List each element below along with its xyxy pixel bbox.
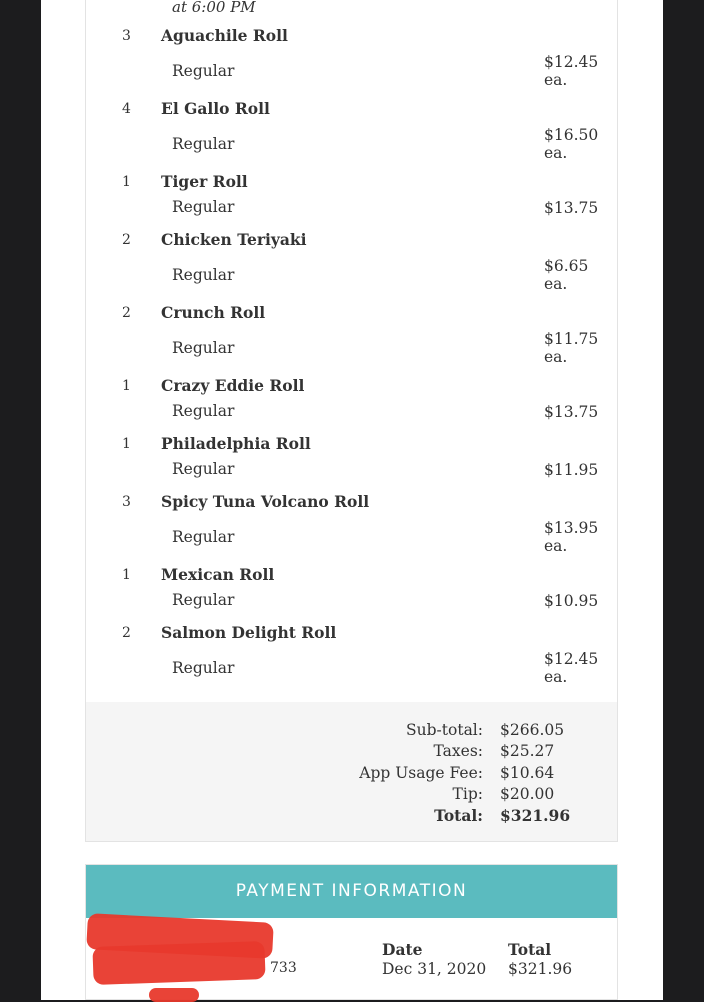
item-price-value: $10.95 (544, 592, 599, 610)
item-price (544, 592, 598, 610)
item-price (544, 461, 598, 479)
payment-total-label: Total (508, 940, 552, 959)
item-variant: Regular (172, 659, 235, 677)
subtotal-value: $266.05 (500, 721, 565, 739)
item-quantity: 1 (122, 436, 131, 452)
item-quantity: 1 (122, 174, 131, 190)
item-variant: Regular (172, 266, 235, 284)
item-name: Philadelphia Roll (161, 434, 311, 453)
total-value: $321.96 (500, 806, 571, 825)
item-price (544, 126, 598, 162)
item-price-value: $11.95 (544, 461, 599, 479)
totals-section (86, 702, 617, 841)
item-variant: Regular (172, 460, 235, 478)
item-price-value: $11.75 (544, 330, 599, 348)
subtotal-row (86, 721, 617, 742)
item-name: El Gallo Roll (161, 99, 270, 118)
item-variant: Regular (172, 135, 235, 153)
item-price (544, 519, 598, 555)
total-row (86, 806, 617, 827)
item-price (544, 257, 588, 293)
fee-label: App Usage Fee: (359, 764, 483, 782)
item-name: Chicken Teriyaki (161, 230, 307, 249)
item-quantity: 2 (122, 305, 131, 321)
scheduled-time: at 6:00 PM (172, 0, 256, 16)
taxes-value: $25.27 (500, 742, 555, 760)
item-price-value: $13.95 (544, 519, 599, 537)
subtotal-label: Sub-total: (406, 721, 483, 739)
tip-row (86, 785, 617, 806)
item-name: Tiger Roll (161, 172, 248, 191)
item-price (544, 53, 598, 89)
payment-header: PAYMENT INFORMATION (86, 865, 617, 918)
item-price-value: $12.45 (544, 650, 599, 668)
taxes-row (86, 742, 617, 763)
item-price-unit: ea. (544, 668, 568, 686)
item-quantity: 3 (122, 28, 131, 44)
item-price (544, 330, 598, 366)
total-label: Total: (434, 806, 483, 825)
taxes-label: Taxes: (433, 742, 483, 760)
item-name: Salmon Delight Roll (161, 623, 337, 642)
item-price-value: $6.65 (544, 257, 589, 275)
item-variant: Regular (172, 402, 235, 420)
item-price-unit: ea. (544, 71, 568, 89)
item-quantity: 2 (122, 232, 131, 248)
date-value: Dec 31, 2020 (382, 960, 487, 978)
redaction-mark (92, 941, 265, 985)
item-price (544, 199, 598, 217)
tip-label: Tip: (452, 785, 483, 803)
item-quantity: 4 (122, 101, 131, 117)
item-quantity: 1 (122, 567, 131, 583)
item-variant: Regular (172, 339, 235, 357)
item-name: Crunch Roll (161, 303, 266, 322)
item-name: Spicy Tuna Volcano Roll (161, 492, 370, 511)
item-price-unit: ea. (544, 275, 568, 293)
item-name: Mexican Roll (161, 565, 275, 584)
receipt-page (41, 0, 663, 1000)
item-quantity: 3 (122, 494, 131, 510)
order-items-card (85, 0, 618, 842)
item-name: Crazy Eddie Roll (161, 376, 305, 395)
item-variant: Regular (172, 591, 235, 609)
item-quantity: 1 (122, 378, 131, 394)
item-price-value: $13.75 (544, 199, 599, 217)
card-number-suffix: 733 (270, 960, 297, 976)
item-variant: Regular (172, 528, 235, 546)
item-price-value: $12.45 (544, 53, 599, 71)
item-price-unit: ea. (544, 537, 568, 555)
item-price-unit: ea. (544, 348, 568, 366)
item-price (544, 650, 598, 686)
fee-row (86, 764, 617, 785)
item-price (544, 403, 598, 421)
item-variant: Regular (172, 198, 235, 216)
item-price-value: $16.50 (544, 126, 599, 144)
payment-total-value: $321.96 (508, 960, 573, 978)
item-variant: Regular (172, 62, 235, 80)
fee-value: $10.64 (500, 764, 555, 782)
date-label: Date (382, 940, 423, 959)
item-quantity: 2 (122, 625, 131, 641)
item-price-unit: ea. (544, 144, 568, 162)
item-price-value: $13.75 (544, 403, 599, 421)
tip-value: $20.00 (500, 785, 555, 803)
item-name: Aguachile Roll (161, 26, 288, 45)
